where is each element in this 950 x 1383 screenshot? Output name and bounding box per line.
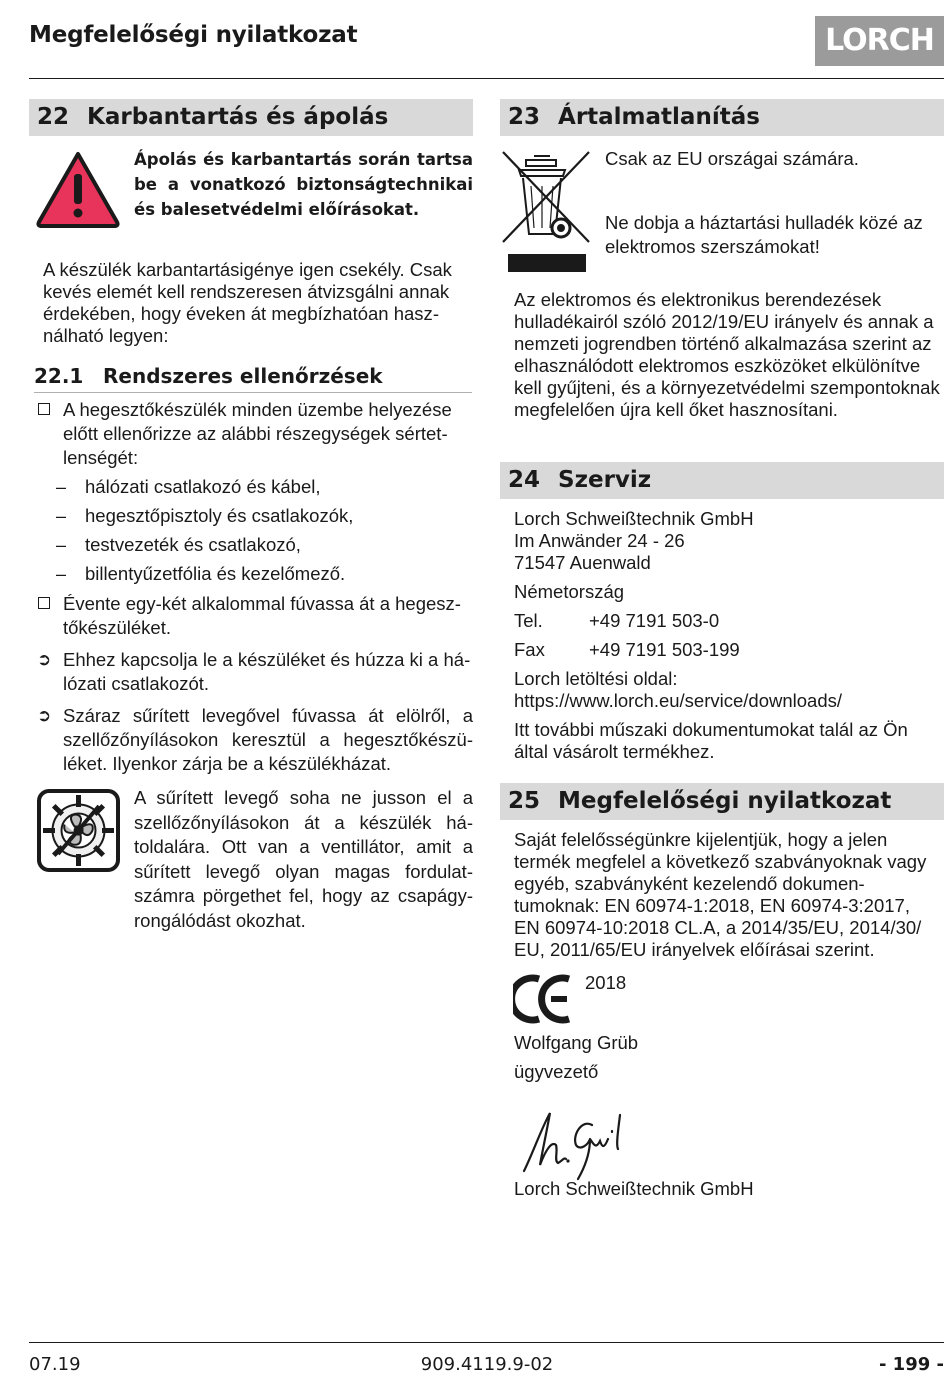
section-24-heading: [500, 462, 944, 499]
service-street: Im Anwänder 24 - 26: [514, 530, 685, 551]
footer-date: 07.19: [29, 1354, 81, 1375]
gear-fan-icon: [36, 788, 121, 873]
warning-icon: [35, 150, 121, 228]
ce-mark-icon: [513, 973, 573, 1025]
section-number: 23: [508, 104, 541, 130]
signer-name: Wolfgang Grüb: [514, 1032, 639, 1053]
signature: [520, 1105, 640, 1185]
arrow-right-icon: ➲: [37, 706, 52, 725]
checkbox-icon: [38, 597, 50, 609]
dash-marker: –: [56, 477, 67, 497]
lorch-logo: LORCH: [815, 16, 944, 66]
arrow-right-icon: ➲: [37, 650, 52, 669]
checkbox-icon: [38, 403, 50, 415]
fax-label: Fax: [514, 639, 545, 660]
subsection-title: Rendszeres ellenőrzések: [103, 364, 383, 388]
docs-note: Itt további műszaki dokumentumokat talál az Ön által vásárolt termékhez.: [514, 719, 908, 762]
step-text: Száraz sűrített levegővel fúvassa át elölről, a szellőzőnyílásokon keresztül a hegesztőkészüléket. Ilyenkor zárja be a készülékházat.: [63, 705, 473, 774]
step-text: Ehhez kapcsolja le a készüléket és húzza ki a hálózati csatlakozót.: [63, 649, 471, 694]
crossed-bin-icon: [501, 148, 593, 274]
download-link[interactable]: https://www.lorch.eu/service/downloads/: [514, 690, 843, 711]
check-item-text: A hegesztőkészülék minden üzembe helyezése előtt ellenőrizze az alábbi részegységek sértetlenségét:: [63, 399, 452, 468]
dash-item-text: testvezeték és csatlakozó,: [85, 534, 301, 555]
section-title: Megfelelőségi nyilatkozat: [558, 788, 892, 814]
fan-warning-text: A sűrített levegő soha ne jusson el a szellőzőnyílásokon át a készülék hátoldalára. Ott van a ventillátor, amit a sűrített levegő olyan magas fordulatszámra pörgethet fel, hogy az csapágyrongálódást okozhat.: [134, 787, 473, 931]
declaration-body: Saját felelősségünkre kijelentjük, hogy a jelen termék megfelel a következő szabványoknak vagy egyéb, szabványként kezelendő dokumentumoknak: EN 60974-1:2018, EN 60974-3:2017, EN 60974-10:2018 CL.A, a 2014/35/EU, 2014/30/ EU, 2011/65/EU irányelvek előírásai szerint.: [514, 829, 927, 960]
dash-item-text: billentyűzetfólia és kezelőmező.: [85, 563, 346, 584]
download-label: Lorch letöltési oldal:: [514, 668, 678, 689]
service-country: Németország: [514, 581, 625, 602]
footer-doc-number: 909.4119.9-02: [420, 1354, 554, 1375]
section-23-heading: [500, 99, 944, 136]
signer-company: Lorch Schweißtechnik GmbH: [514, 1178, 754, 1199]
warning-text: Ápolás és karbantartás során tartsa be a vonatkozó biztonságtechnikai és balesetvédelmi előírásokat.: [134, 150, 473, 219]
dash-marker: –: [56, 564, 67, 584]
no-household-text: Ne dobja a háztartási hulladék közé az elektromos szerszámokat!: [605, 212, 923, 257]
check-item-text: Évente egy-két alkalommal fúvassa át a hegesztőkészüléket.: [63, 593, 461, 638]
header-divider: [29, 78, 944, 79]
service-company: Lorch Schweißtechnik GmbH: [514, 508, 754, 529]
dash-item-text: hálózati csatlakozó és kábel,: [85, 476, 321, 497]
eu-only-text: Csak az EU országai számára.: [605, 148, 859, 169]
section-title: Ártalmatlanítás: [558, 104, 760, 130]
section-22-heading: [29, 99, 473, 136]
dash-marker: –: [56, 535, 67, 555]
service-city: 71547 Auenwald: [514, 552, 651, 573]
tel-label: Tel.: [514, 610, 543, 631]
section-number: 24: [508, 467, 541, 493]
dash-marker: –: [56, 506, 67, 526]
subsection-22-1-heading: [34, 364, 472, 393]
section-number: 22: [37, 104, 70, 130]
footer-divider: [29, 1342, 944, 1343]
section-title: Szerviz: [558, 467, 652, 493]
fax-value: +49 7191 503-199: [589, 639, 740, 660]
disposal-body: Az elektromos és elektronikus berendezések hulladékairól szóló 2012/19/EU irányelv és annak a nemzeti jogrendben történő alkalmazása szerint az elhasználódott elektromos eszközöket elkülönítve kell gyűjteni, és a környezetvédelmi szempontoknak megfelelően újra kell őket hasznosítani.: [514, 289, 940, 420]
section-25-heading: [500, 783, 944, 820]
ce-year: 2018: [585, 972, 627, 993]
section-title: Karbantartás és ápolás: [87, 104, 389, 130]
subsection-number: 22.1: [34, 364, 84, 388]
section-number: 25: [508, 788, 541, 814]
signer-role: ügyvezető: [514, 1061, 599, 1082]
page-header-title: Megfelelőségi nyilatkozat: [29, 22, 358, 48]
dash-item-text: hegesztőpisztoly és csatlakozók,: [85, 505, 354, 526]
page-number: - 199 -: [878, 1354, 944, 1375]
maintenance-intro: A készülék karbantartásigénye igen csekély. Csak kevés elemét kell rendszeresen átvizsgálni annak érdekében, hogy éveken át megbízhatóan használható legyen:: [43, 259, 452, 346]
tel-value: +49 7191 503-0: [589, 610, 720, 631]
